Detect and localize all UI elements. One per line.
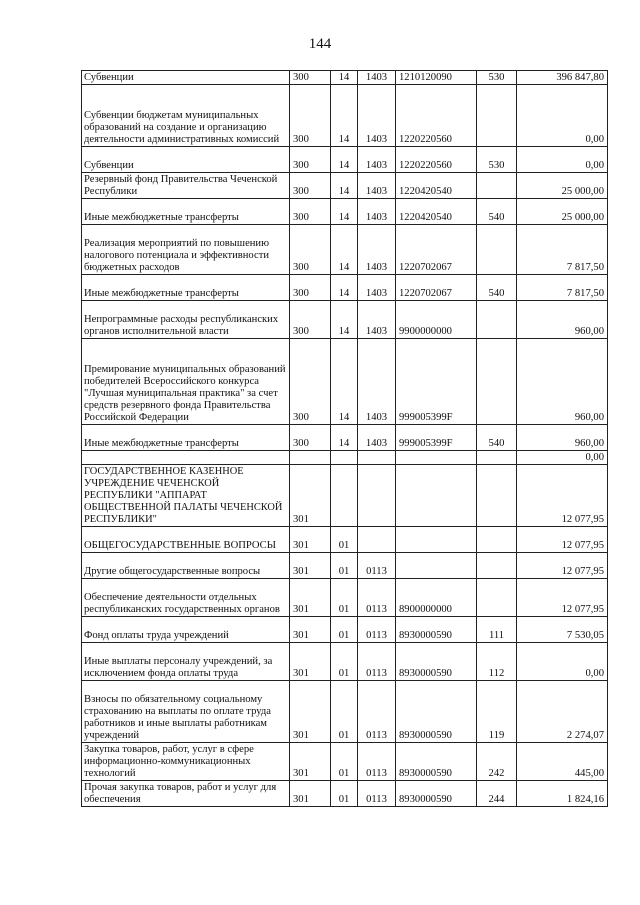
row-admin-code: 300 xyxy=(290,339,331,425)
row-target-code: 8930000590 xyxy=(396,743,477,781)
row-name: Резервный фонд Правительства Чеченской Республики xyxy=(82,173,290,199)
row-subsection-code: 1403 xyxy=(358,225,396,275)
row-amount: 0,00 xyxy=(517,451,608,465)
budget-table xyxy=(81,70,608,807)
row-section-code: 01 xyxy=(331,743,358,781)
row-subsection-code: 1403 xyxy=(358,425,396,451)
row-expense-type-code xyxy=(477,173,517,199)
row-name: Иные межбюджетные трансферты xyxy=(82,425,290,451)
table-row xyxy=(82,743,608,781)
row-name: Иные выплаты персоналу учреждений, за исключением фонда оплаты труда xyxy=(82,643,290,681)
row-amount: 960,00 xyxy=(517,301,608,339)
row-expense-type-code xyxy=(477,553,517,579)
row-section-code: 14 xyxy=(331,301,358,339)
table-row xyxy=(82,147,608,173)
row-target-code: 8930000590 xyxy=(396,681,477,743)
row-target-code xyxy=(396,527,477,553)
row-name: Другие общегосударственные вопросы xyxy=(82,553,290,579)
row-amount: 7 817,50 xyxy=(517,225,608,275)
row-amount: 0,00 xyxy=(517,147,608,173)
row-subsection-code xyxy=(358,451,396,465)
row-expense-type-code: 111 xyxy=(477,617,517,643)
row-expense-type-code: 540 xyxy=(477,275,517,301)
row-target-code: 1220420540 xyxy=(396,173,477,199)
row-name: Субвенции xyxy=(82,71,290,85)
row-subsection-code: 1403 xyxy=(358,173,396,199)
table-row xyxy=(82,617,608,643)
table-row xyxy=(82,681,608,743)
row-subsection-code: 1403 xyxy=(358,301,396,339)
row-target-code: 8900000000 xyxy=(396,579,477,617)
row-section-code: 14 xyxy=(331,425,358,451)
row-section-code: 14 xyxy=(331,71,358,85)
row-name: Обеспечение деятельности отдельных республиканских государственных органов xyxy=(82,579,290,617)
row-amount: 0,00 xyxy=(517,85,608,147)
row-amount: 25 000,00 xyxy=(517,173,608,199)
row-name: Взносы по обязательному социальному страхованию на выплаты по оплате труда работников и иные выплаты работникам учреждений xyxy=(82,681,290,743)
row-expense-type-code: 244 xyxy=(477,781,517,807)
row-expense-type-code: 540 xyxy=(477,425,517,451)
row-amount: 2 274,07 xyxy=(517,681,608,743)
row-admin-code: 301 xyxy=(290,643,331,681)
row-subsection-code: 1403 xyxy=(358,147,396,173)
row-target-code xyxy=(396,451,477,465)
row-amount: 0,00 xyxy=(517,643,608,681)
row-admin-code: 301 xyxy=(290,681,331,743)
row-name: Субвенции бюджетам муниципальных образований на создание и организацию деятельности административных комиссий xyxy=(82,85,290,147)
row-expense-type-code xyxy=(477,527,517,553)
row-admin-code: 301 xyxy=(290,743,331,781)
row-section-code: 01 xyxy=(331,617,358,643)
row-target-code: 1220702067 xyxy=(396,275,477,301)
row-section-code: 01 xyxy=(331,681,358,743)
row-name: Прочая закупка товаров, работ и услуг для обеспечения xyxy=(82,781,290,807)
row-expense-type-code xyxy=(477,579,517,617)
row-amount: 960,00 xyxy=(517,339,608,425)
row-expense-type-code xyxy=(477,85,517,147)
row-admin-code xyxy=(290,451,331,465)
table-row xyxy=(82,465,608,527)
row-amount: 12 077,95 xyxy=(517,553,608,579)
row-amount: 445,00 xyxy=(517,743,608,781)
row-section-code: 14 xyxy=(331,147,358,173)
row-section-code xyxy=(331,465,358,527)
row-target-code: 8930000590 xyxy=(396,617,477,643)
row-name: Закупка товаров, работ, услуг в сфере информационно-коммуникационных технологий xyxy=(82,743,290,781)
row-expense-type-code xyxy=(477,301,517,339)
budget-table-body xyxy=(82,71,608,807)
row-subsection-code: 1403 xyxy=(358,275,396,301)
row-section-code: 01 xyxy=(331,579,358,617)
row-expense-type-code: 112 xyxy=(477,643,517,681)
row-admin-code: 300 xyxy=(290,425,331,451)
row-name: ГОСУДАРСТВЕННОЕ КАЗЕННОЕ УЧРЕЖДЕНИЕ ЧЕЧЕНСКОЙ РЕСПУБЛИКИ "АППАРАТ ОБЩЕСТВЕННОЙ ПАЛАТЫ ЧЕЧЕНСКОЙ РЕСПУБЛИКИ" xyxy=(82,465,290,527)
row-section-code: 14 xyxy=(331,85,358,147)
row-target-code: 8930000590 xyxy=(396,643,477,681)
row-expense-type-code: 242 xyxy=(477,743,517,781)
table-row xyxy=(82,451,608,465)
row-subsection-code: 1403 xyxy=(358,339,396,425)
row-subsection-code: 0113 xyxy=(358,781,396,807)
row-name: Премирование муниципальных образований победителей Всероссийского конкурса "Лучшая муниципальная практика" за счет средств резервного фонда Правительства Российской Федерации xyxy=(82,339,290,425)
row-admin-code: 300 xyxy=(290,225,331,275)
row-expense-type-code xyxy=(477,339,517,425)
table-row xyxy=(82,225,608,275)
table-row xyxy=(82,85,608,147)
row-expense-type-code: 540 xyxy=(477,199,517,225)
row-target-code: 1220220560 xyxy=(396,147,477,173)
table-row xyxy=(82,301,608,339)
row-section-code: 14 xyxy=(331,339,358,425)
row-target-code: 9900000000 xyxy=(396,301,477,339)
row-expense-type-code xyxy=(477,451,517,465)
table-row xyxy=(82,553,608,579)
row-subsection-code: 1403 xyxy=(358,199,396,225)
row-name: ОБЩЕГОСУДАРСТВЕННЫЕ ВОПРОСЫ xyxy=(82,527,290,553)
row-section-code: 14 xyxy=(331,225,358,275)
row-expense-type-code: 119 xyxy=(477,681,517,743)
table-row xyxy=(82,425,608,451)
row-admin-code: 301 xyxy=(290,579,331,617)
row-target-code: 999005399F xyxy=(396,425,477,451)
page-number: 144 xyxy=(308,36,332,52)
row-subsection-code: 0113 xyxy=(358,617,396,643)
row-amount: 7 530,05 xyxy=(517,617,608,643)
row-admin-code: 300 xyxy=(290,71,331,85)
table-row xyxy=(82,339,608,425)
row-section-code: 01 xyxy=(331,643,358,681)
table-row xyxy=(82,527,608,553)
row-target-code: 1220702067 xyxy=(396,225,477,275)
row-subsection-code: 0113 xyxy=(358,643,396,681)
row-admin-code: 301 xyxy=(290,465,331,527)
row-section-code: 01 xyxy=(331,553,358,579)
row-name: Иные межбюджетные трансферты xyxy=(82,275,290,301)
row-target-code xyxy=(396,553,477,579)
row-section-code: 01 xyxy=(331,527,358,553)
row-subsection-code xyxy=(358,465,396,527)
row-section-code xyxy=(331,451,358,465)
row-amount: 960,00 xyxy=(517,425,608,451)
row-admin-code: 300 xyxy=(290,275,331,301)
row-expense-type-code: 530 xyxy=(477,71,517,85)
row-subsection-code: 1403 xyxy=(358,85,396,147)
row-subsection-code: 0113 xyxy=(358,579,396,617)
row-admin-code: 301 xyxy=(290,527,331,553)
row-admin-code: 301 xyxy=(290,553,331,579)
row-expense-type-code xyxy=(477,225,517,275)
row-amount: 1 824,16 xyxy=(517,781,608,807)
row-name: Фонд оплаты труда учреждений xyxy=(82,617,290,643)
row-amount: 12 077,95 xyxy=(517,465,608,527)
row-name: Реализация мероприятий по повышению налогового потенциала и эффективности бюджетных расходов xyxy=(82,225,290,275)
row-target-code: 999005399F xyxy=(396,339,477,425)
row-section-code: 14 xyxy=(331,173,358,199)
row-section-code: 14 xyxy=(331,275,358,301)
row-admin-code: 301 xyxy=(290,781,331,807)
row-subsection-code: 0113 xyxy=(358,743,396,781)
row-admin-code: 300 xyxy=(290,301,331,339)
row-expense-type-code: 530 xyxy=(477,147,517,173)
row-amount: 396 847,80 xyxy=(517,71,608,85)
table-row xyxy=(82,275,608,301)
row-admin-code: 300 xyxy=(290,85,331,147)
row-subsection-code: 0113 xyxy=(358,553,396,579)
row-target-code: 8930000590 xyxy=(396,781,477,807)
row-name: Непрограммные расходы республиканских органов исполнительной власти xyxy=(82,301,290,339)
row-section-code: 14 xyxy=(331,199,358,225)
row-name xyxy=(82,451,290,465)
row-subsection-code: 0113 xyxy=(358,681,396,743)
row-admin-code: 300 xyxy=(290,199,331,225)
row-name: Субвенции xyxy=(82,147,290,173)
row-admin-code: 300 xyxy=(290,173,331,199)
row-target-code: 1220420540 xyxy=(396,199,477,225)
row-target-code xyxy=(396,465,477,527)
row-admin-code: 301 xyxy=(290,617,331,643)
table-row xyxy=(82,199,608,225)
row-amount: 12 077,95 xyxy=(517,527,608,553)
row-amount: 12 077,95 xyxy=(517,579,608,617)
row-expense-type-code xyxy=(477,465,517,527)
row-amount: 7 817,50 xyxy=(517,275,608,301)
row-target-code: 1210120090 xyxy=(396,71,477,85)
table-row xyxy=(82,579,608,617)
table-row xyxy=(82,643,608,681)
row-admin-code: 300 xyxy=(290,147,331,173)
row-subsection-code: 1403 xyxy=(358,71,396,85)
table-row xyxy=(82,71,608,85)
table-row xyxy=(82,173,608,199)
row-amount: 25 000,00 xyxy=(517,199,608,225)
row-subsection-code xyxy=(358,527,396,553)
row-name: Иные межбюджетные трансферты xyxy=(82,199,290,225)
row-target-code: 1220220560 xyxy=(396,85,477,147)
row-section-code: 01 xyxy=(331,781,358,807)
table-row xyxy=(82,781,608,807)
